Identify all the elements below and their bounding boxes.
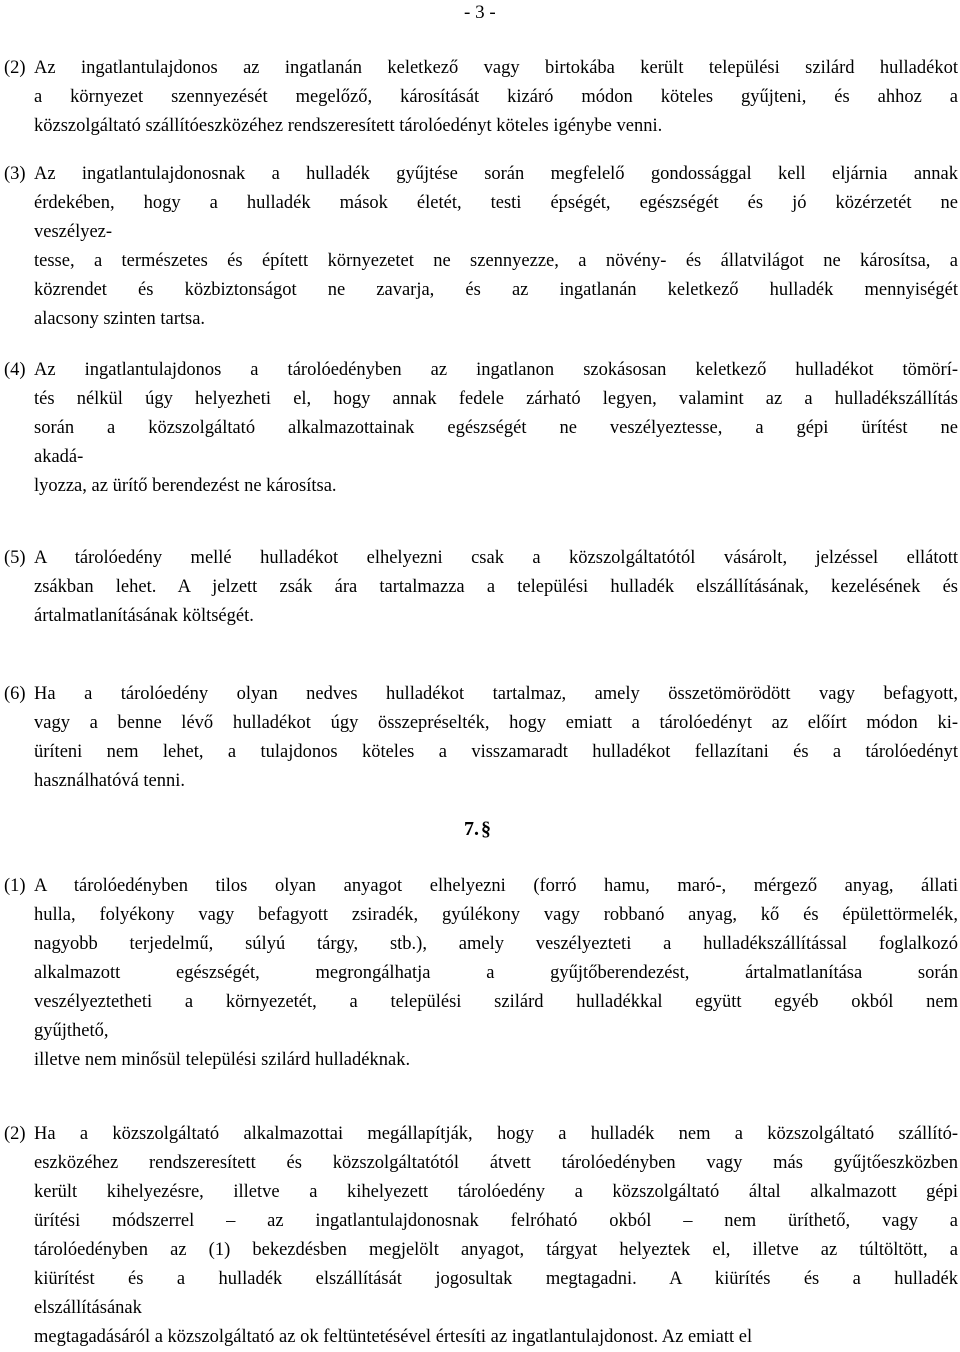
- paragraph-number: [0, 1265, 34, 1294]
- paragraph: [0, 872, 958, 1075]
- paragraph-number: [0, 930, 34, 959]
- paragraph-number: [0, 414, 34, 443]
- section-heading: [464, 818, 491, 841]
- paragraph-number: [0, 1178, 34, 1207]
- paragraph-line: [0, 573, 958, 602]
- paragraph-line: [0, 930, 958, 959]
- paragraph: [0, 680, 958, 796]
- section-symbol: §: [481, 818, 491, 840]
- paragraph-number: [0, 738, 34, 767]
- paragraph-number: (6): [4, 684, 26, 704]
- paragraph-line: [0, 709, 958, 738]
- paragraph-number: [0, 602, 34, 631]
- paragraph-number: [0, 1323, 34, 1352]
- paragraph-text: tesse, a természetes és épített környezetet ne szennyezze, a növény- és állatvilágot ne károsítsa, a: [34, 251, 958, 271]
- paragraph-line: [0, 189, 958, 218]
- paragraph-number: [0, 472, 34, 501]
- paragraph-number: (1): [4, 876, 26, 896]
- paragraph-line: [0, 385, 958, 414]
- paragraph-number: [0, 443, 34, 472]
- paragraph-text: ürítési módszerrel – az ingatlantulajdonosnak felróható okból – nem üríthető, vagy a: [34, 1211, 958, 1231]
- paragraph-line: [0, 83, 958, 112]
- paragraph: [0, 356, 958, 501]
- paragraph-text: illetve nem minősül települési szilárd hulladéknak.: [34, 1050, 411, 1070]
- paragraph-line: [0, 602, 958, 631]
- paragraph-line: [0, 1120, 958, 1149]
- paragraph-text: eszközéhez rendszeresített és közszolgáltatótól átvett tárolóedényben vagy más gyűjtőeszközben: [34, 1153, 958, 1173]
- paragraph-number: (4): [4, 360, 26, 380]
- paragraph: [0, 160, 958, 334]
- paragraph-number: [0, 1017, 34, 1046]
- paragraph-number: [0, 247, 34, 276]
- paragraph-text: nagyobb terjedelmű, súlyú tárgy, stb.), amely veszélyezteti a hulladékszállítással foglalkozó: [34, 934, 958, 954]
- paragraph-number: [0, 1207, 34, 1236]
- paragraph-text: ártalmatlanításának költségét.: [34, 606, 254, 626]
- paragraph-line: [0, 988, 958, 1017]
- paragraph-number: [0, 385, 34, 414]
- paragraph-line: [0, 247, 958, 276]
- paragraph: [0, 544, 958, 631]
- paragraph-number: (2): [4, 1124, 26, 1144]
- paragraph-text: alkalmazott egészségét, megrongálhatja a gyűjtőberendezést, ártalmatlanítása során: [34, 963, 958, 983]
- paragraph-text: lyozza, az ürítő berendezést ne károsítsa.: [34, 476, 337, 496]
- paragraph-number: [0, 1046, 34, 1075]
- paragraph-line: [0, 680, 958, 709]
- paragraph-line: [0, 276, 958, 305]
- paragraph-number: [0, 709, 34, 738]
- paragraph-text: tés nélkül úgy helyezheti el, hogy annak fedele zárható legyen, valamint az a hulladékszállítás: [34, 389, 958, 409]
- paragraph-number: [0, 767, 34, 796]
- paragraph-line: [0, 1294, 958, 1323]
- paragraph-text: használhatóvá tenni.: [34, 771, 186, 791]
- paragraph-text: tárolóedényben az (1) bekezdésben megjelölt anyagot, tárgyat helyeztek el, illetve az túltöltött, a: [34, 1240, 958, 1260]
- paragraph-line: [0, 1207, 958, 1236]
- paragraph-number: [0, 218, 34, 247]
- paragraph-number: (3): [4, 164, 26, 184]
- paragraph-text: A tárolóedényben tilos olyan anyagot elhelyezni (forró hamu, maró-, mérgező anyag, állati: [34, 876, 958, 896]
- paragraph-text: veszélyeztetheti a környezetét, a települési szilárd hulladékkal együtt egyéb okból nem: [34, 992, 958, 1012]
- paragraph-line: [0, 218, 958, 247]
- paragraph-text: vagy a benne lévő hulladékot úgy összepréselték, hogy emiatt a tárolóedényt az előírt módon ki-: [34, 713, 958, 733]
- page-number: - 3 -: [464, 2, 496, 23]
- paragraph-line: [0, 443, 958, 472]
- paragraph-text: Az ingatlantulajdonosnak a hulladék gyűjtése során megfelelő gondossággal kell eljárnia annak: [34, 164, 958, 184]
- paragraph-text: elszállításának: [34, 1298, 142, 1318]
- paragraph-number: [0, 112, 34, 141]
- paragraph-text: során a közszolgáltató alkalmazottainak egészségét ne veszélyeztesse, a gépi ürítést ne: [34, 418, 958, 438]
- paragraph-number: [0, 189, 34, 218]
- paragraph-line: [0, 356, 958, 385]
- paragraph-line: [0, 1046, 958, 1075]
- paragraph-number: [0, 305, 34, 334]
- paragraph-text: érdekében, hogy a hulladék mások életét, testi épségét, egészségét és jó közérzetét ne: [34, 193, 958, 213]
- paragraph-number: [0, 959, 34, 988]
- paragraph-line: [0, 1323, 958, 1352]
- paragraph-line: [0, 959, 958, 988]
- paragraph-line: [0, 112, 958, 141]
- paragraph-text: gyűjthető,: [34, 1021, 109, 1041]
- paragraph-number: [0, 1294, 34, 1323]
- paragraph-line: [0, 1149, 958, 1178]
- paragraph-number: [0, 83, 34, 112]
- paragraph-number: [0, 1149, 34, 1178]
- paragraph-number: [0, 901, 34, 930]
- paragraph-line: [0, 305, 958, 334]
- paragraph-line: [0, 54, 958, 83]
- paragraph-text: a környezet szennyezését megelőző, károsítását kizáró módon köteles gyűjteni, és ahhoz a: [34, 87, 958, 107]
- paragraph-line: [0, 767, 958, 796]
- paragraph-text: alacsony szinten tartsa.: [34, 309, 206, 329]
- paragraph-text: került kihelyezésre, illetve a kihelyezett tárolóedény a közszolgáltató által alkalmazott gépi: [34, 1182, 958, 1202]
- section-number: 7.: [464, 818, 479, 840]
- paragraph-line: [0, 901, 958, 930]
- paragraph-line: [0, 1017, 958, 1046]
- paragraph-line: [0, 544, 958, 573]
- paragraph-number: [0, 1236, 34, 1265]
- paragraph-line: [0, 472, 958, 501]
- paragraph-number: [0, 276, 34, 305]
- paragraph-text: megtagadásáról a közszolgáltató az ok feltüntetésével értesíti az ingatlantulajdonost. Az emiatt el: [34, 1327, 753, 1347]
- paragraph-text: akadá-: [34, 447, 84, 467]
- paragraph-line: [0, 1236, 958, 1265]
- paragraph-text: Ha a közszolgáltató alkalmazottai megállapítják, hogy a hulladék nem a közszolgáltató szállító-: [34, 1124, 958, 1144]
- paragraph: [0, 54, 958, 141]
- paragraph-text: Az ingatlantulajdonos az ingatlanán keletkező vagy birtokába került települési szilárd hulladékot: [34, 58, 958, 78]
- paragraph-number: [0, 988, 34, 1017]
- paragraph-line: [0, 1178, 958, 1207]
- paragraph-line: [0, 872, 958, 901]
- paragraph-line: [0, 160, 958, 189]
- paragraph-line: [0, 738, 958, 767]
- paragraph-text: A tárolóedény mellé hulladékot elhelyezni csak a közszolgáltatótól vásárolt, jelzéssel ellátott: [34, 548, 958, 568]
- paragraph-text: hulla, folyékony vagy befagyott zsiradék, gyúlékony vagy robbanó anyag, kő és épülettörmelék,: [34, 905, 958, 925]
- paragraph-text: kiürítést és a hulladék elszállítását jogosultak megtagadni. A kiürítés és a hulladék: [34, 1269, 958, 1289]
- paragraph-line: [0, 414, 958, 443]
- paragraph-text: üríteni nem lehet, a tulajdonos köteles a visszamaradt hulladékot fellazítani és a tárolóedényt: [34, 742, 958, 762]
- paragraph-text: Ha a tárolóedény olyan nedves hulladékot tartalmaz, amely összetömörödött vagy befagyott,: [34, 684, 958, 704]
- paragraph-number: (5): [4, 548, 26, 568]
- paragraph-text: veszélyez-: [34, 222, 113, 242]
- paragraph-line: [0, 1265, 958, 1294]
- paragraph-text: zsákban lehet. A jelzett zsák ára tartalmazza a települési hulladék elszállításának, kezelésének és: [34, 577, 958, 597]
- paragraph-number: [0, 573, 34, 602]
- paragraph-text: közszolgáltató szállítóeszközéhez rendszeresített tárolóedényt köteles igénybe venni.: [34, 116, 663, 136]
- paragraph: [0, 1120, 958, 1352]
- paragraph-text: Az ingatlantulajdonos a tárolóedényben az ingatlanon szokásosan keletkező hulladékot tömörí-: [34, 360, 958, 380]
- paragraph-text: közrendet és közbiztonságot ne zavarja, és az ingatlanán keletkező hulladék mennyiségét: [34, 280, 958, 300]
- paragraph-number: (2): [4, 58, 26, 78]
